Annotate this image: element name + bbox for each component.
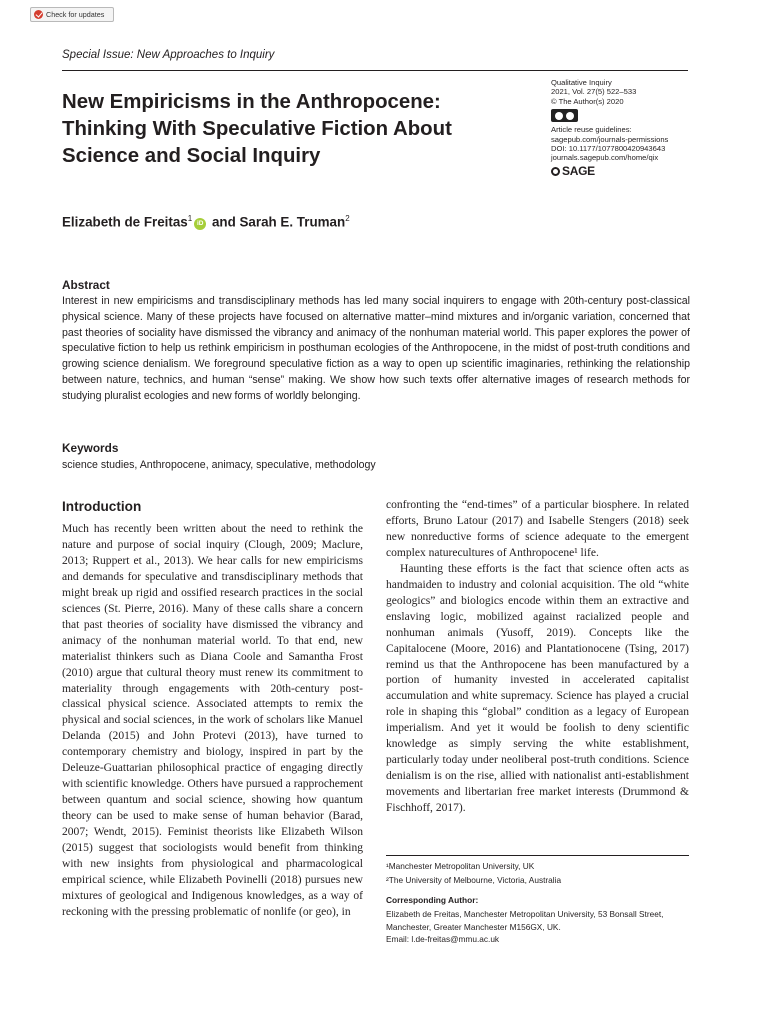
corresponding-email[interactable]: Email: l.de-freitas@mmu.ac.uk: [386, 934, 500, 944]
check-for-updates-label: Check for updates: [46, 10, 105, 19]
introduction-heading: Introduction: [62, 499, 142, 514]
journal-name: Qualitative Inquiry: [551, 78, 612, 87]
header-rule: [62, 70, 688, 71]
abstract-text: Interest in new empiricisms and transdisciplinary methods has led many social inquirers to engage with 20th-century post-classical physical science. Many of these projects have focused on alternative matter–mind mixtures and in/organic variation, concerned that past theories of sociality have dismissed the vibrancy and animacy of the nonhuman material world. This paper explores the power of speculative fiction to help us rethink empiricism in posthuman ecologies of the Anthropocene, in the midst of post-truth conditions and growing science denialism. We foreground speculative fiction as a way to open up scientific imaginaries, rethinking the relationship between nature, technics, and human “sense” making. We show how such texts offer alternative images of research methods for studying pluralist ecologies and new forms of worldly belonging.: [62, 295, 690, 402]
journal-volume: 2021, Vol. 27(5) 522–533: [551, 87, 637, 97]
body-paragraph: Haunting these efforts is the fact that science often acts as handmaiden to industry and colonial acquisition. The old “white geologics” and biologics encode within them an extractive and enslaving logic, mobilized against racialized people and nonhuman animals (Yusoff, 2019). Concepts like the Capitalocene (Moore, 2016) and Plantationocene (Tsing, 2017) remind us that the Anthropocene has been manufactured by a portion of humanity invested in accelerated capitalist accumulation and white supremacy. Science has played a crucial role in shaping this “global” condition as a legacy of European imperialism. And yet it would be foolish to deny scientific knowledge as simply serving the white establishment, particularly today under neoliberal post-truth conditions. Science denialism is on the rise, allied with nationalist anti-establishment movements and libertarian free market interests (Drummond & Fischhoff, 2017).: [386, 562, 689, 815]
journal-metadata: [551, 78, 701, 176]
sage-logo: [551, 163, 701, 178]
article-title: New Empiricisms in the Anthropocene: Thinking With Speculative Fiction About Science and Social Inquiry: [62, 91, 452, 167]
copyright: © The Author(s) 2020: [551, 96, 624, 106]
reuse-link[interactable]: sagepub.com/journals-permissions: [551, 134, 669, 144]
check-circle-icon: [34, 10, 43, 19]
check-for-updates-button[interactable]: [30, 7, 114, 22]
journal-link[interactable]: journals.sagepub.com/home/qix: [551, 153, 659, 163]
body-right-column: [386, 498, 689, 817]
reuse-guidelines: Article reuse guidelines:: [551, 125, 632, 135]
corresponding-author: [386, 908, 689, 946]
doi[interactable]: DOI: 10.1177/1077800420943643: [551, 144, 666, 154]
author-1[interactable]: Elizabeth de Freitas: [62, 214, 188, 230]
special-issue-label: Special Issue: New Approaches to Inquiry: [62, 49, 275, 61]
authors: [62, 214, 350, 230]
corresponding-author-heading: Corresponding Author:: [386, 895, 479, 905]
cc-by-icon[interactable]: [551, 109, 578, 122]
footnote-rule: [386, 855, 689, 856]
corresponding-address: Elizabeth de Freitas, Manchester Metropolitan University, 53 Bonsall Street, Manchester, Greater Manchester M156GX, UK.: [386, 909, 664, 932]
keywords-text: science studies, Anthropocene, animacy, speculative, methodology: [62, 459, 376, 471]
author-2-affiliation: 2: [345, 214, 350, 223]
author-1-affiliation: 1: [187, 214, 193, 223]
affiliation-1: ¹Manchester Metropolitan University, UK: [386, 861, 535, 871]
affiliation-2: ²The University of Melbourne, Victoria, Australia: [386, 875, 562, 885]
body-paragraph: confronting the “end-times” of a particular biosphere. In related efforts, Bruno Latour (2017) and Isabelle Stengers (2018) seek new nonreductive forms of science adequate to the emergent complex naturecultures of Anthropocene¹ life.: [386, 499, 689, 559]
orcid-icon[interactable]: iD: [194, 218, 206, 230]
keywords-heading: Keywords: [62, 441, 119, 455]
abstract-heading: Abstract: [62, 278, 110, 292]
publisher-name: SAGE: [562, 163, 595, 178]
author-2[interactable]: Sarah E. Truman: [239, 214, 346, 230]
body-left-column: Much has recently been written about the need to rethink the nature and purpose of social inquiry (Clough, 2009; Maclure, 2013; Ruppert et al., 2013). We hear calls for new empiricisms and demands for speculative and transdisciplinary methods that might break up rigid and ossified research practices in the social sciences (St. Pierre, 2016). Many of these calls share a concern that past theories of sociality have dismissed the vibrancy and animacy of the nonhuman material world. To that end, new materialist thinkers such as Diana Coole and Samantha Frost (2010) argue that cultural theory must renew its commitment to materiality through engagements with 20th-century post-classical physical science. Associated attempts to remix the physical and social sciences, in the work of scholars like Manuel Delanda (2015) and John Protevi (2013), have turned to contemporary chemistry and biology, inspired in part by the Deleuze-Guattarian philosophical practice of engaging directly with scientific knowledge. Others have pursued a rapprochement between quantum and social science, showing how quantum theory can be used to make sense of human behavior (Barad, 2007; Wendt, 2015). Feminist theorists like Elizabeth Wilson (2015) suggest that sociologists would benefit from thinking with new insights from physiological and pharmacological empirical science, while Elizabeth Povinelli (2018) pursues new mixtures of geological and Indigenous knowledges, as a way of reckoning with the pressing problematic of nonlife (or geo), in: [62, 523, 363, 918]
sage-logo-icon: [551, 167, 560, 176]
author-conjunction: and: [211, 214, 236, 230]
